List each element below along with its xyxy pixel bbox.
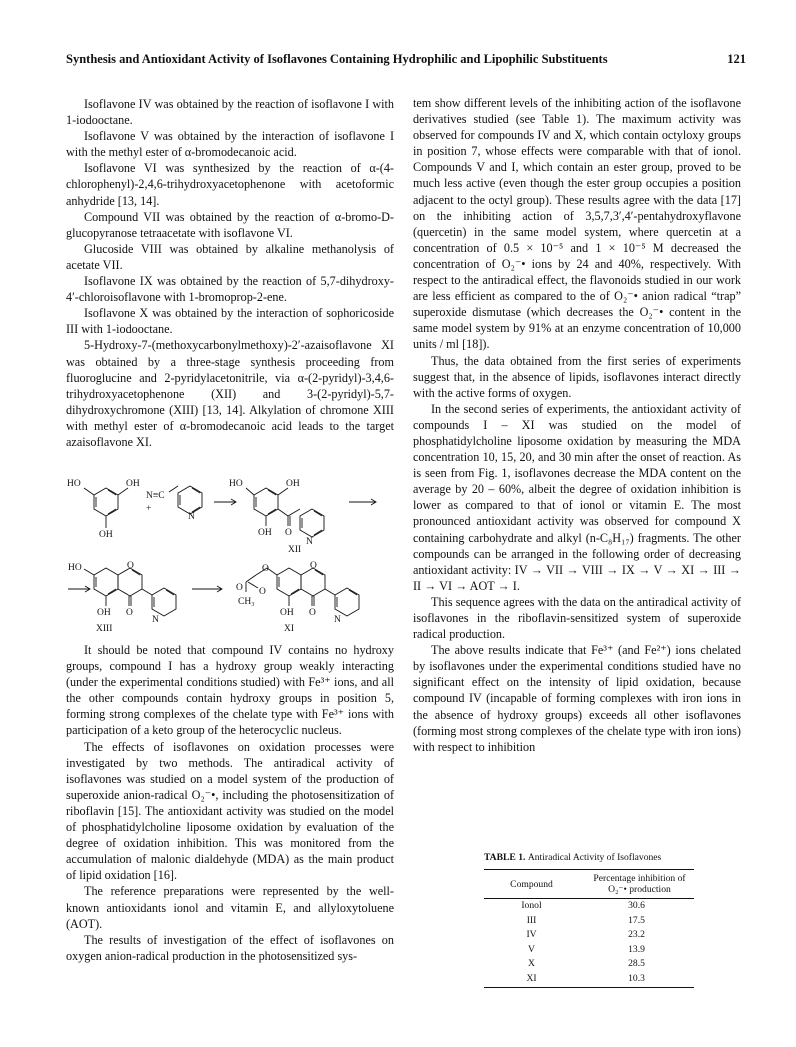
table-cell: X	[528, 958, 535, 970]
scheme-label: N	[334, 615, 341, 625]
scheme-label: O	[309, 608, 316, 618]
paragraph: Isoflavone VI was synthesized by the reaction of α-(4-chlorophenyl)-2,4,6-trihydroxyacetophenone with acetoformic anhydride [13, 14].	[66, 161, 394, 208]
table-cell: IV	[526, 929, 537, 941]
paragraph: The results of investigation of the effect of isoflavones on oxygen anion-radical production in the photosensitized sys-	[66, 932, 394, 963]
phloroglucinol-ring	[94, 488, 118, 516]
scheme-label: O	[259, 587, 266, 597]
paragraph: Thus, the data obtained from the first series of experiments suggest that, in the absence of lipids, isoflavones interact directly with the active forms of oxygen.	[413, 353, 741, 400]
paragraph: Isoflavone IV was obtained by the reaction of isoflavone I with 1-iodooctane.	[66, 97, 394, 128]
xii-ring	[254, 488, 278, 516]
scheme-label: O	[127, 561, 134, 571]
pyridine-ring	[178, 486, 202, 514]
scheme-label: O	[262, 564, 269, 574]
table-row	[484, 914, 694, 929]
table-row	[484, 972, 694, 987]
paragraph: 5-Hydroxy-7-(methoxycarbonylmethoxy)-2′-azaisoflavone XI was obtained by a three-stage synthesis proceeding from fluoroglucine and 2-pyridylacetonitrile, via α-(2-pyridyl)-3,4,6-trihydroxyacetophenone (XII) and 3-(2-pyridyl)-5,7-dihydroxychromone (XIII) [13, 14]. Alkylation of chromone XIII with methyl ester of α-bromodecanoic acid leads to the target azaisoflavone XI.	[66, 338, 394, 449]
xiii-pyridine	[152, 588, 176, 616]
scheme-label: O	[236, 583, 243, 593]
right-column	[413, 95, 741, 755]
table-cell: 17.5	[628, 914, 645, 926]
scheme-label: O	[310, 561, 317, 571]
table-caption-text: Antiradical Activity of Isoflavones	[527, 852, 662, 863]
paragraph: Glucoside VIII was obtained by alkaline methanolysis of acetate VII.	[66, 241, 394, 272]
scheme-label: N	[152, 615, 159, 625]
scheme-label: HO	[229, 479, 243, 489]
scheme-label: OH	[286, 479, 300, 489]
xi-benzo-ring	[277, 568, 301, 596]
table-cell: 28.5	[628, 958, 645, 970]
table-caption	[484, 852, 694, 864]
paragraph: tem show different levels of the inhibiting action of the isoflavone derivatives studied (see Table 1). The maximum activity was observed for compounds IV and X, which contain octyloxy groups in position 7, whose effects were comparable with that of ionol. Compounds V and I, which contain an ester group, proved to be much less active (even though the ester group occupies a position adjacent to the octyl group). These results agree with the data [17] on the inhibiting action of 3,5,7,3′,4′-pentahydroxyflavone (quercetin) in the same model system, where quercetin at a concentration of 0.5 × 10⁻⁵ and 1 × 10⁻⁵ M decreased the concentration of O₂⁻• ions by 24 and 40%, respectively. With respect to the antiradical effect, the flavonoids studied in our work are less efficient as compared to the of O₂⁻• anion radical “trap” superoxide dismutase (which decreases the O₂⁻• content in the same model system by 91% at an enzyme concentration of 10,000 units / ml [18]).	[413, 96, 741, 352]
xiii-pyranone	[118, 568, 142, 596]
table-cell: 23.2	[628, 929, 645, 941]
paragraph: The reference preparations were represented by the well-known antioxidants ionol and vitamin E, and allyloxytoluene (AOT).	[66, 884, 394, 931]
data-table	[484, 869, 694, 988]
compound-label-xiii: XIII	[96, 624, 113, 634]
scheme-label: +	[146, 504, 152, 514]
paragraph: Isoflavone V was obtained by the interaction of isoflavone I with the methyl ester of α-bromodecanoic acid.	[66, 129, 394, 160]
table-cell: 30.6	[628, 900, 645, 911]
scheme-label: OH	[99, 530, 113, 540]
scheme-label: OH	[97, 608, 111, 618]
scheme-label: HO	[68, 563, 82, 573]
table-row	[484, 899, 694, 914]
page-number: 121	[727, 52, 746, 66]
left-column-lower	[66, 642, 394, 964]
scheme-label: OH	[258, 528, 272, 538]
scheme-label: OH	[126, 479, 140, 489]
xi-pyridine	[335, 588, 359, 616]
running-title: Synthesis and Antioxidant Activity of Isoflavones Containing Hydrophilic and Lipophilic Substituents	[66, 52, 608, 66]
table-cell: III	[526, 914, 537, 926]
scheme-label: O	[285, 528, 292, 538]
table-cell: Ionol	[521, 900, 542, 911]
scheme-label: OH	[280, 608, 294, 618]
scheme-label: CH₃	[238, 597, 255, 607]
scheme-label: N	[306, 537, 313, 547]
paragraph: The above results indicate that Fe³⁺ (and Fe²⁺) ions chelated by isoflavones under the experimental conditions studied have no significant effect on the intensity of lipid oxidation, because compound IV (incapable of forming complexes with iron ions in the absence of hydroxy groups) exceeds all other isoflavones (forming most strong complexes of the chelate type with iron ions) with respect to inhibition	[413, 643, 741, 754]
table-row	[484, 928, 694, 943]
scheme-drawing	[66, 476, 396, 634]
column-header: Compound	[484, 870, 579, 899]
paragraph: Isoflavone IX was obtained by the reaction of 5,7-dihydroxy-4′-chloroisoflavone with 1-bromoprop-2-ene.	[66, 274, 394, 305]
paragraph: This sequence agrees with the data on the antiradical activity of isoflavones in the riboflavin-sensitized system of superoxide radical production.	[413, 594, 741, 642]
xiii-benzo-ring	[94, 568, 118, 596]
paragraph: In the second series of experiments, the antioxidant activity of compounds I – XI was studied on the model of phosphatidylcholine liposome oxidation by measuring the MDA concentration 10, 15, 20, and 30 min after the onset of reaction. As is seen from Fig. 1, isoflavones decrease the MDA content on the average by 20 – 60%, albeit the degree of oxidation inhibition is lower as compared to that of ionol or vitamin E. The most pronounced antioxidant activity was observed for compound X containing carbohydrate and alkyl (n-C₈H₁₇) fragments. The other compounds can be arranged in the following order of decreasing antioxidant activity: IV → VII → VIII → IX → V → XI → III → II → VI → AOT → I.	[413, 401, 741, 593]
xii-pyridine	[300, 509, 324, 537]
compound-label-xi: XI	[284, 624, 295, 634]
paragraph: The effects of isoflavones on oxidation processes were investigated by two methods. The antiradical activity of isoflavones was studied on a model system of the production of superoxide anion-radical O₂⁻•, including the photosensitization of riboflavin [15]. The antioxidant activity was studied on the model of phosphatidylcholine liposome oxidation by evaluation of the degree of oxidation inhibition. This was monitored from the accumulation of malonic dialdehyde (MDA) as the main product of lipid oxidation [16].	[66, 739, 394, 883]
scheme-label: N≡C	[146, 491, 165, 501]
table-row	[484, 943, 694, 958]
table-cell: 13.9	[628, 943, 645, 955]
table-caption-label: TABLE 1.	[484, 852, 526, 863]
column-header: Percentage inhibition of O₂⁻• production	[579, 870, 694, 899]
table-row	[484, 957, 694, 972]
scheme-label: N	[188, 512, 195, 522]
scheme-label: HO	[67, 479, 81, 489]
table-cell: V	[528, 943, 535, 955]
scheme-label: O	[126, 608, 133, 618]
reaction-scheme	[66, 476, 396, 634]
paragraph: Compound VII was obtained by the reaction of α-bromo-D-glucopyranose tetraacetate with isoflavone VI.	[66, 209, 394, 240]
table-cell: 10.3	[579, 972, 694, 987]
left-column	[66, 96, 394, 450]
table-cell: XI	[484, 972, 579, 987]
paragraph: It should be noted that compound IV contains no hydroxy groups, compound I has a hydroxy group weakly interacting (under the experimental conditions studied) with Fe³⁺ ions, and all the other compounds contain hydroxy groups in position 5, forming strong complexes of the chelate type with Fe³⁺ ions with participation of a keto group of the heterocyclic nucleus.	[66, 643, 394, 738]
table-header-row	[484, 870, 694, 899]
paragraph: Isoflavone X was obtained by the interaction of sophoricoside III with 1-iodooctane.	[66, 306, 394, 337]
compound-label-xii: XII	[288, 545, 302, 555]
xi-pyranone	[301, 568, 325, 596]
table-1	[484, 852, 694, 988]
